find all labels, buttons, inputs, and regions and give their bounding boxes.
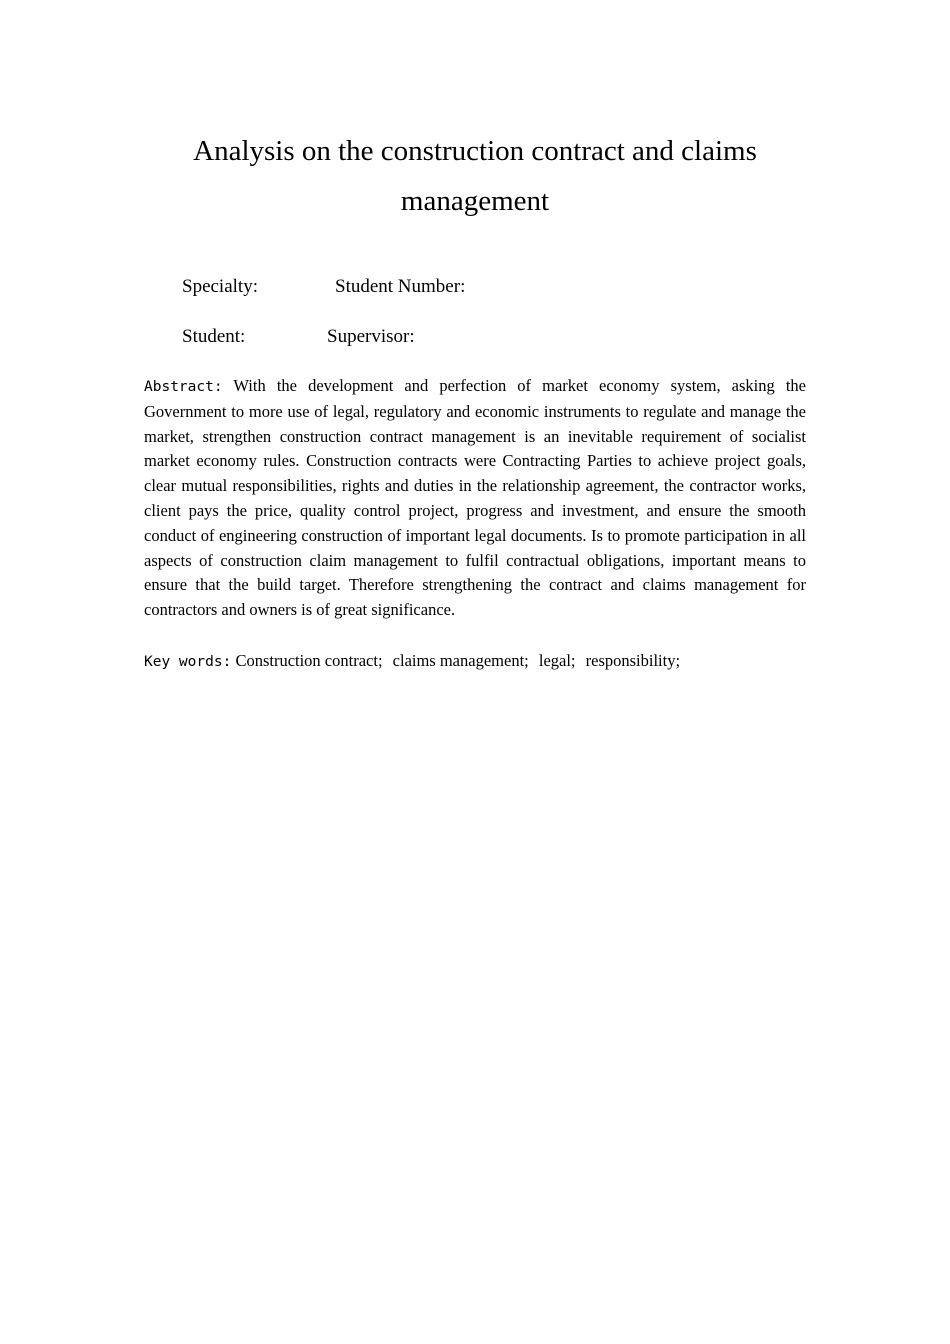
abstract-text: With the development and perfection of market economy system, asking the Government to more use of legal, regulatory and economic instruments to regulate and manage the market, strengthen construction contract management is an inevitable requirement of socialist market economy rules. Construction contracts were Contracting Parties to achieve project goals, clear mutual responsibilities, rights and duties in the relationship agreement, the contractor works, client pays the price, quality control project, progress and investment, and ensure the smooth conduct of engineering construction of important legal documents. Is to promote participation in all aspects of construction claim management to fulfil contractual obligations, important means to ensure that the build target. Therefore strengthening the contract and claims management for contractors and owners is of great significance. xyxy=(144,376,807,620)
keyword-item: responsibility; xyxy=(585,651,681,670)
supervisor-label: Supervisor: xyxy=(327,326,415,347)
abstract-paragraph xyxy=(144,374,806,623)
keywords-label: Key words: xyxy=(144,654,232,670)
abstract-label: Abstract: xyxy=(144,379,223,395)
title-line-1: Analysis on the construction contract and claims xyxy=(193,135,757,167)
student-label: Student: xyxy=(182,326,246,347)
keywords-line xyxy=(144,649,686,674)
student-number-label: Student Number: xyxy=(335,276,466,297)
keyword-item: Construction contract; xyxy=(235,651,383,670)
title-line-2: management xyxy=(400,185,550,217)
specialty-label: Specialty: xyxy=(182,276,258,297)
keyword-item: claims management; xyxy=(392,651,529,670)
document-title xyxy=(144,126,806,226)
keyword-item: legal; xyxy=(538,651,576,670)
